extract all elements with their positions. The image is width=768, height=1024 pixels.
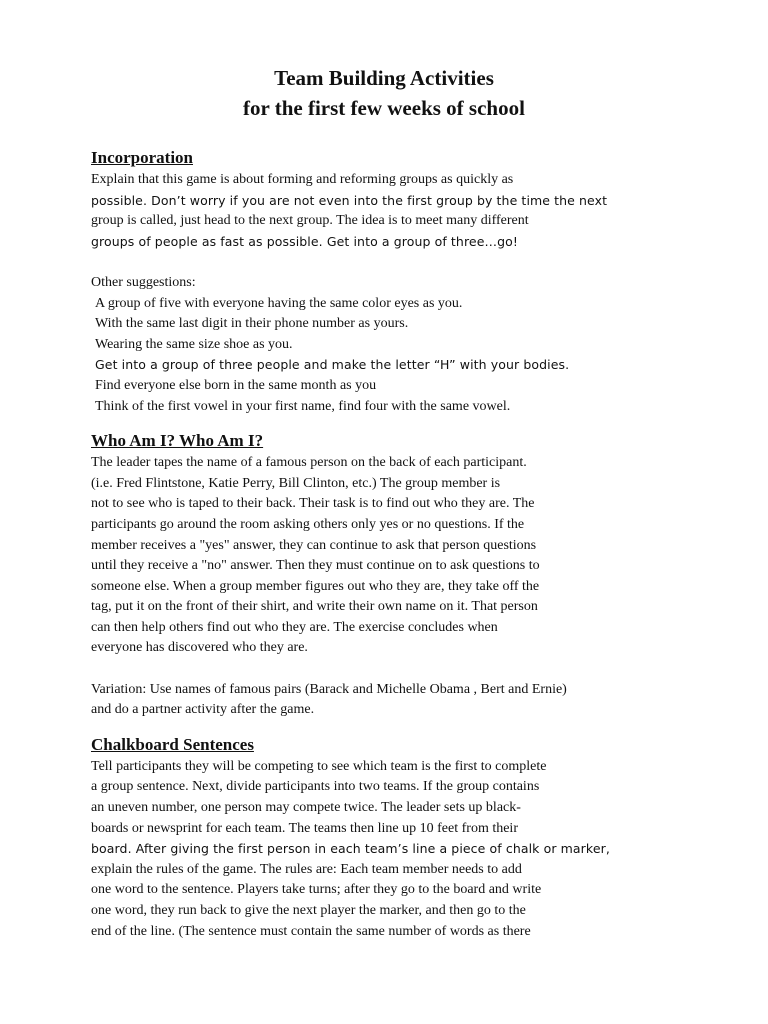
paragraph-line: and do a partner activity after the game. xyxy=(91,702,315,718)
paragraph-line: everyone has discovered who they are. xyxy=(91,640,308,656)
spacer xyxy=(91,417,731,429)
suggestion-item: Wearing the same size shoe as you. xyxy=(95,336,293,352)
paragraph-line: group is called, just head to the next group. The idea is to meet many different xyxy=(91,213,529,229)
paragraph-line: member receives a "yes" answer, they can continue to ask that person questions xyxy=(91,537,537,553)
paragraph-line: until they receive a "no" answer. Then they must continue on to ask questions to xyxy=(91,558,540,574)
section-heading: Chalkboard Sentences xyxy=(91,734,254,754)
spacer xyxy=(91,721,731,733)
paragraph-line: can then help others find out who they are. The exercise concludes when xyxy=(91,619,498,635)
paragraph-line: groups of people as fast as possible. Get into a group of three…go! xyxy=(91,233,518,249)
paragraph-line: participants go around the room asking others only yes or no questions. If the xyxy=(91,516,525,532)
paragraph-line: someone else. When a group member figures out who they are, they take off the xyxy=(91,578,540,594)
section-chalkboard-sentences xyxy=(91,733,731,942)
paragraph-line: boards or newsprint for each team. The teams then line up 10 feet from their xyxy=(91,820,518,836)
paragraph-line: one word to the sentence. Players take turns; after they go to the board and write xyxy=(91,882,542,898)
paragraph-line: Explain that this game is about forming and reforming groups as quickly as xyxy=(91,172,514,187)
section-heading: Incorporation xyxy=(91,148,193,167)
paragraph-line: one word, they run back to give the next player the marker, and then go to the xyxy=(91,903,526,918)
paragraph-line: explain the rules of the game. The rules are: Each team member needs to add xyxy=(91,861,522,877)
paragraph-line: an uneven number, one person may compete twice. The leader sets up black- xyxy=(91,800,521,816)
suggestion-item: Get into a group of three people and make the letter “H” with your bodies. xyxy=(95,357,570,373)
section-who-am-i xyxy=(91,429,731,721)
section-incorporation xyxy=(91,146,731,417)
title-line-1: Team Building Activities xyxy=(274,66,494,90)
paragraph-line: The leader tapes the name of a famous person on the back of each participant. xyxy=(91,455,527,471)
paragraph-line: end of the line. (The sentence must contain the same number of words as there xyxy=(91,923,531,939)
document-body xyxy=(91,146,731,942)
paragraph-line: a group sentence. Next, divide participants into two teams. If the group contains xyxy=(91,779,540,795)
paragraph-line: not to see who is taped to their back. Their task is to find out who they are. The xyxy=(91,496,535,512)
paragraph-line: board. After giving the first person in each team’s line a piece of chalk or marker, xyxy=(91,841,610,857)
suggestions-label: Other suggestions: xyxy=(91,274,196,290)
section-heading: Who Am I? Who Am I? xyxy=(91,431,264,451)
suggestion-item: A group of five with everyone having the same color eyes as you. xyxy=(95,295,463,311)
paragraph-line: Tell participants they will be competing to see which team is the first to complete xyxy=(91,758,547,774)
spacer xyxy=(91,659,731,680)
suggestion-item: With the same last digit in their phone number as yours. xyxy=(95,316,409,332)
paragraph-line: tag, put it on the front of their shirt, and write their own name on it. That person xyxy=(91,599,538,615)
title-line-2: for the first few weeks of school xyxy=(243,96,525,120)
suggestion-item: Find everyone else born in the same month as you xyxy=(95,377,377,393)
paragraph-line: Variation: Use names of famous pairs (Barack and Michelle Obama , Bert and Ernie) xyxy=(91,681,567,697)
spacer xyxy=(91,252,731,273)
paragraph-line: (i.e. Fred Flintstone, Katie Perry, Bill Clinton, etc.) The group member is xyxy=(91,475,501,491)
suggestion-item: Think of the first vowel in your first name, find four with the same vowel. xyxy=(95,398,511,414)
document-title xyxy=(0,63,768,123)
paragraph-line: possible. Don’t worry if you are not even into the first group by the time the next xyxy=(91,192,608,208)
